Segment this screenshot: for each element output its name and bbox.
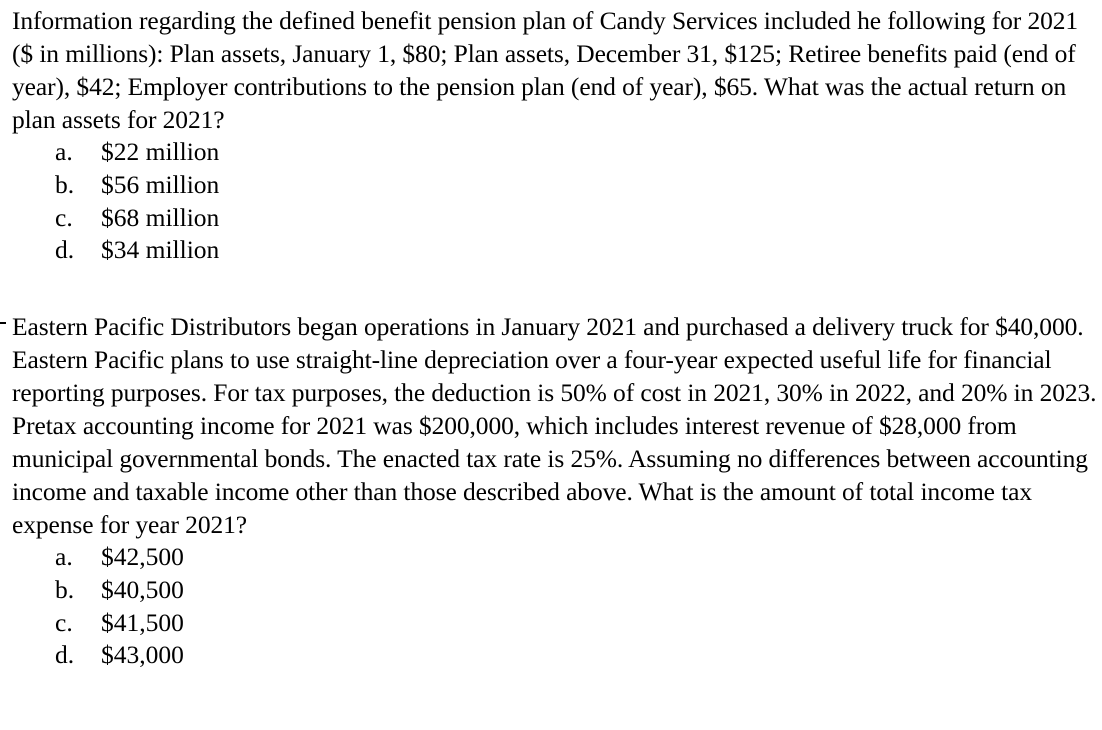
crop-mark	[0, 322, 6, 324]
question-1-option-d[interactable]	[55, 234, 1097, 267]
option-letter: c.	[55, 202, 73, 232]
question-1	[12, 4, 1097, 267]
option-letter: b.	[55, 169, 75, 199]
option-text: $41,500	[101, 607, 184, 637]
option-letter: d.	[55, 640, 75, 670]
option-letter: d.	[55, 235, 75, 265]
option-text: $22 million	[101, 137, 220, 166]
question-2-option-d[interactable]	[55, 639, 1097, 672]
question-1-stem: Information regarding the defined benefit pension plan of Candy Services included he following for 2021 ($ in millions): Plan assets, January 1, $80; Plan assets, December 31, $125; Retiree benefits paid (end of year), $42; Employer contributions to the pension plan (end of year), $65. What was the actual return on plan assets for 2021?	[12, 6, 1079, 134]
question-2-options	[12, 541, 1097, 672]
question-2	[12, 310, 1097, 672]
option-text: $56 million	[101, 169, 220, 199]
option-text: $34 million	[101, 235, 220, 265]
option-letter: b.	[55, 574, 75, 604]
option-text: $42,500	[101, 542, 184, 571]
option-text: $68 million	[101, 202, 220, 232]
question-2-option-c[interactable]	[55, 607, 1097, 640]
question-1-option-b[interactable]	[55, 169, 1097, 202]
option-letter: a.	[55, 542, 73, 571]
question-2-option-a[interactable]	[55, 541, 1097, 574]
question-2-stem: Eastern Pacific Distributors began operations in January 2021 and purchased a delivery truck for $40,000. Eastern Pacific plans to use straight-line depreciation over a four-year expected useful life for financial reporting purposes. For tax purposes, the deduction is 50% of cost in 2021, 30% in 2022, and 20% in 2023. Pretax accounting income for 2021 was $200,000, which includes interest revenue of $28,000 from municipal governmental bonds. The enacted tax rate is 25%. Assuming no differences between accounting income and taxable income other than those described above. What is the amount of total income tax expense for year 2021?	[12, 312, 1097, 539]
question-1-options	[12, 136, 1097, 267]
option-letter: c.	[55, 607, 73, 637]
option-text: $40,500	[101, 574, 184, 604]
question-2-option-b[interactable]	[55, 574, 1097, 607]
question-1-option-c[interactable]	[55, 202, 1097, 235]
question-1-option-a[interactable]	[55, 136, 1097, 169]
option-text: $43,000	[101, 640, 184, 670]
option-letter: a.	[55, 137, 73, 166]
